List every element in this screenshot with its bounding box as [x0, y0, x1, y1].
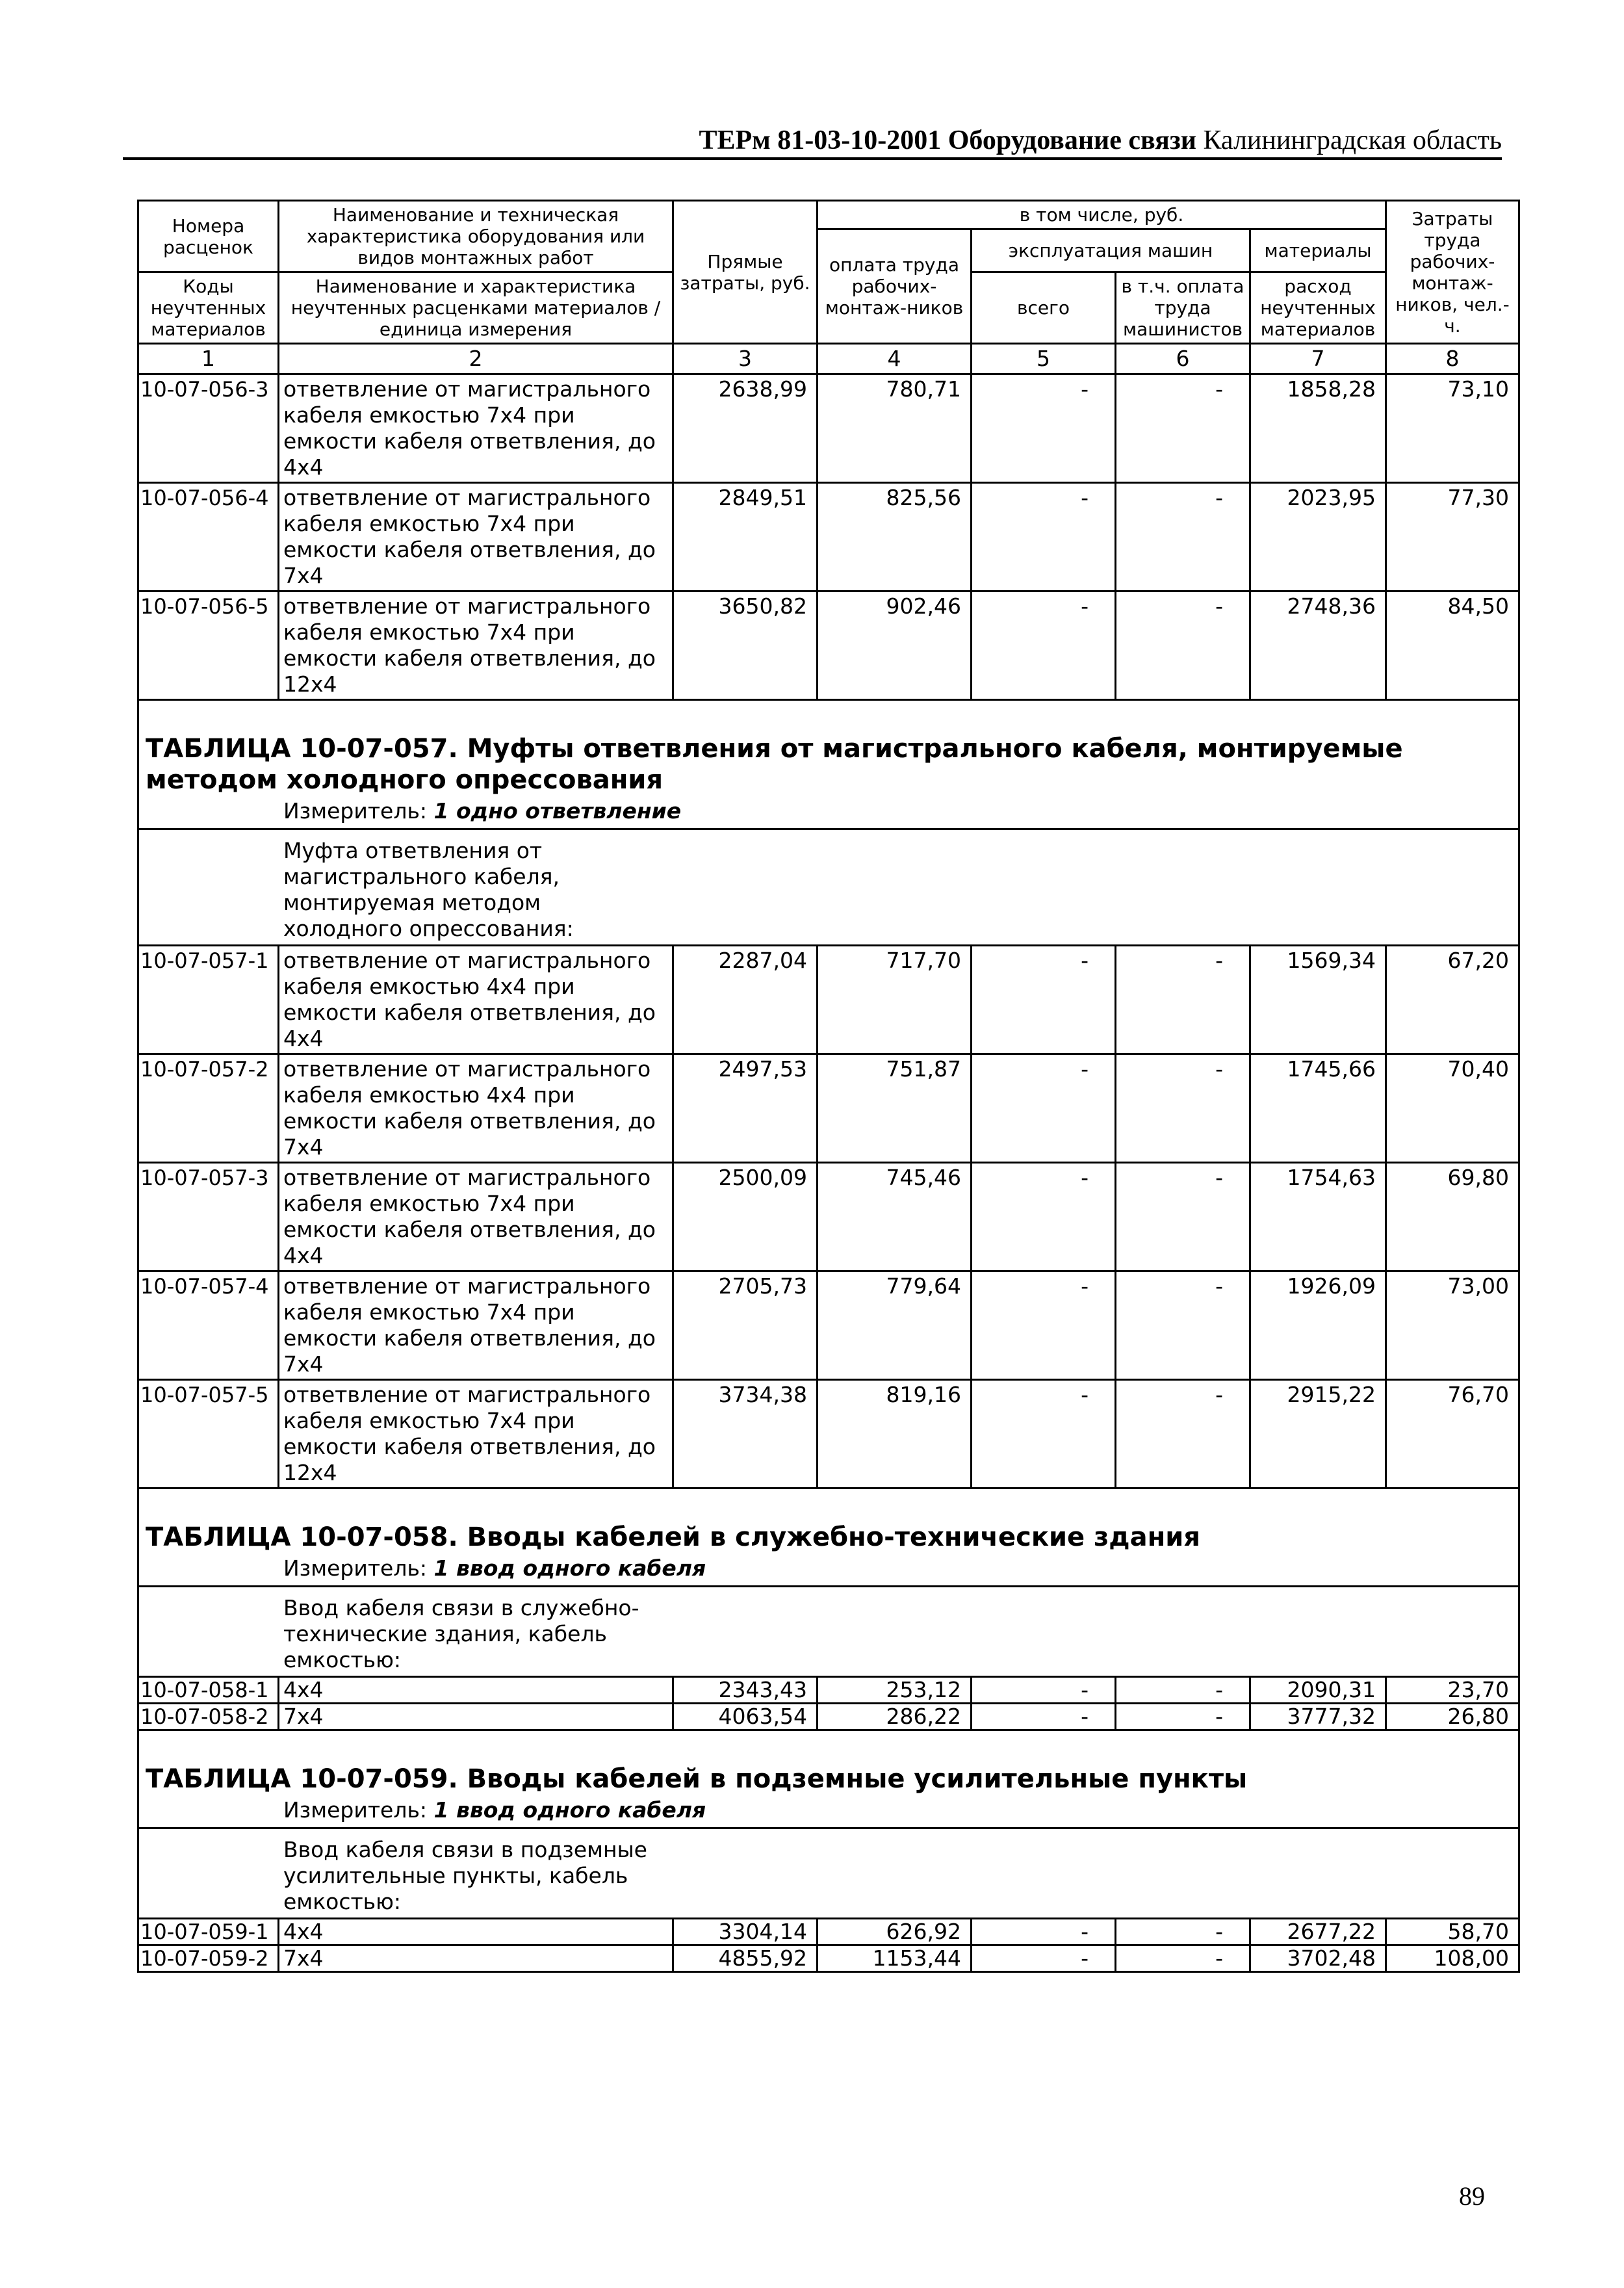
labor-pay: 1153,44 [818, 1945, 972, 1972]
machinist-pay: - [1116, 1677, 1250, 1704]
labor-pay: 819,16 [818, 1380, 972, 1488]
machinist-pay: - [1116, 374, 1250, 483]
rate-description: ответвление от магистрального кабеля емкостью 4х4 при емкости кабеля ответвления, до 7х4 [279, 1054, 673, 1163]
machines-total: - [972, 946, 1116, 1054]
measure-row [138, 798, 1519, 829]
rate-code: 10-07-059-1 [138, 1919, 279, 1945]
rate-code: 10-07-058-1 [138, 1677, 279, 1704]
machinist-pay: - [1116, 1054, 1250, 1163]
machines-total: - [972, 1163, 1116, 1271]
direct-costs: 3734,38 [673, 1380, 818, 1488]
machinist-pay: - [1116, 1380, 1250, 1488]
group-caption: Ввод кабеля связи в подземные усилительные пункты, кабель емкостью: [138, 1828, 1519, 1919]
direct-costs: 2497,53 [673, 1054, 818, 1163]
rate-description: ответвление от магистрального кабеля емкостью 4х4 при емкости кабеля ответвления, до 4х4 [279, 946, 673, 1054]
direct-costs: 2638,99 [673, 374, 818, 483]
machinist-pay: - [1116, 1704, 1250, 1730]
table-row [138, 1163, 1519, 1271]
labor-pay: 717,70 [818, 946, 972, 1054]
rates-table [137, 200, 1520, 1973]
rate-description: 7х4 [279, 1945, 673, 1972]
table-row [138, 1054, 1519, 1163]
rate-code: 10-07-057-1 [138, 946, 279, 1054]
measure-row [138, 1797, 1519, 1828]
rate-description: ответвление от магистрального кабеля емкостью 7х4 при емкости кабеля ответвления, до 4х4 [279, 1163, 673, 1271]
column-numbers-row [138, 344, 1519, 374]
header-materials: материалы [1250, 229, 1386, 272]
materials-usage: 2023,95 [1250, 483, 1386, 592]
group-caption: Ввод кабеля связи в служебно- технические здания, кабель емкостью: [138, 1587, 1519, 1677]
materials-usage: 1745,66 [1250, 1054, 1386, 1163]
table-row [138, 374, 1519, 483]
materials-usage: 1754,63 [1250, 1163, 1386, 1271]
document-title: Оборудование связи [947, 125, 1196, 155]
materials-usage: 2677,22 [1250, 1919, 1386, 1945]
group-caption-row [138, 1587, 1519, 1677]
rate-description: ответвление от магистрального кабеля емкостью 7х4 при емкости кабеля ответвления, до 7х4 [279, 1271, 673, 1380]
header-rate-numbers: Номера расценок [138, 201, 279, 272]
rate-code: 10-07-057-5 [138, 1380, 279, 1488]
header-including: в том числе, руб. [818, 201, 1386, 229]
direct-costs: 2705,73 [673, 1271, 818, 1380]
column-number: 7 [1250, 344, 1386, 374]
labor-hours: 84,50 [1386, 592, 1519, 700]
machines-total: - [972, 1945, 1116, 1972]
measure-cell [138, 1797, 1519, 1828]
column-number: 6 [1116, 344, 1250, 374]
table-title: ТАБЛИЦА 10-07-058. Вводы кабелей в служебно-технические здания [138, 1488, 1519, 1556]
table-row [138, 483, 1519, 592]
measure-value: 1 ввод одного кабеля [433, 1555, 706, 1581]
rate-code: 10-07-058-2 [138, 1704, 279, 1730]
table-title: ТАБЛИЦА 10-07-059. Вводы кабелей в подземные усилительные пункты [138, 1730, 1519, 1798]
rate-code: 10-07-056-5 [138, 592, 279, 700]
materials-usage: 2090,31 [1250, 1677, 1386, 1704]
page-number: 89 [1459, 2181, 1485, 2211]
measure-row [138, 1555, 1519, 1587]
labor-pay: 825,56 [818, 483, 972, 592]
measure-label: Измеритель: [283, 1797, 434, 1823]
machines-total: - [972, 1380, 1116, 1488]
rate-description: ответвление от магистрального кабеля емкостью 7х4 при емкости кабеля ответвления, до 12х4 [279, 592, 673, 700]
header-labor-pay: оплата труда рабочих-монтаж-ников [818, 229, 972, 344]
direct-costs: 2287,04 [673, 946, 818, 1054]
header-direct-costs: Прямые затраты, руб. [673, 201, 818, 344]
table-row [138, 1945, 1519, 1972]
labor-pay: 286,22 [818, 1704, 972, 1730]
labor-pay: 626,92 [818, 1919, 972, 1945]
labor-hours: 67,20 [1386, 946, 1519, 1054]
measure-cell [138, 1555, 1519, 1587]
labor-pay: 780,71 [818, 374, 972, 483]
column-number: 5 [972, 344, 1116, 374]
rate-description: 4х4 [279, 1919, 673, 1945]
materials-usage: 1569,34 [1250, 946, 1386, 1054]
labor-hours: 23,70 [1386, 1677, 1519, 1704]
page-header [123, 124, 1502, 160]
machines-total: - [972, 1704, 1116, 1730]
measure-value: 1 ввод одного кабеля [433, 1797, 706, 1823]
column-number: 3 [673, 344, 818, 374]
column-number: 2 [279, 344, 673, 374]
table-row [138, 1271, 1519, 1380]
table-title-row [138, 1488, 1519, 1556]
direct-costs: 3650,82 [673, 592, 818, 700]
labor-hours: 69,80 [1386, 1163, 1519, 1271]
table-row [138, 1380, 1519, 1488]
materials-usage: 3777,32 [1250, 1704, 1386, 1730]
machines-total: - [972, 1677, 1116, 1704]
column-number: 4 [818, 344, 972, 374]
labor-hours: 77,30 [1386, 483, 1519, 592]
labor-pay: 745,46 [818, 1163, 972, 1271]
direct-costs: 2849,51 [673, 483, 818, 592]
table-row [138, 1919, 1519, 1945]
region: Калининградская область [1203, 125, 1502, 155]
header-machines: эксплуатация машин [972, 229, 1250, 272]
measure-label: Измеритель: [283, 798, 434, 824]
machinist-pay: - [1116, 1919, 1250, 1945]
machinist-pay: - [1116, 1945, 1250, 1972]
table-title: ТАБЛИЦА 10-07-057. Муфты ответвления от магистрального кабеля, монтируемые методом холодного опрессования [138, 700, 1519, 799]
labor-hours: 58,70 [1386, 1919, 1519, 1945]
table-title-row [138, 700, 1519, 799]
materials-usage: 2748,36 [1250, 592, 1386, 700]
labor-hours: 26,80 [1386, 1704, 1519, 1730]
direct-costs: 4855,92 [673, 1945, 818, 1972]
header-material-usage: расход неучтенных материалов [1250, 272, 1386, 344]
document-code: ТЕРм 81-03-10-2001 [699, 125, 942, 155]
machines-total: - [972, 1271, 1116, 1380]
machines-total: - [972, 592, 1116, 700]
labor-pay: 779,64 [818, 1271, 972, 1380]
direct-costs: 2500,09 [673, 1163, 818, 1271]
rate-description: 4х4 [279, 1677, 673, 1704]
materials-usage: 3702,48 [1250, 1945, 1386, 1972]
measure-label: Измеритель: [283, 1555, 434, 1581]
machines-total: - [972, 1919, 1116, 1945]
labor-hours: 73,10 [1386, 374, 1519, 483]
group-caption-row [138, 1828, 1519, 1919]
labor-pay: 902,46 [818, 592, 972, 700]
table-row [138, 592, 1519, 700]
measure-value: 1 одно ответвление [433, 798, 682, 824]
labor-pay: 751,87 [818, 1054, 972, 1163]
column-number: 8 [1386, 344, 1519, 374]
table-title-row [138, 1730, 1519, 1798]
rate-description: 7х4 [279, 1704, 673, 1730]
table-row [138, 1704, 1519, 1730]
direct-costs: 4063,54 [673, 1704, 818, 1730]
header-work-name: Наименование и техническая характеристика оборудования или видов монтажных работ [279, 201, 673, 272]
measure-cell [138, 798, 1519, 829]
group-caption: Муфта ответвления от магистрального кабеля, монтируемая методом холодного опрессования: [138, 829, 1519, 946]
materials-usage: 1926,09 [1250, 1271, 1386, 1380]
labor-hours: 73,00 [1386, 1271, 1519, 1380]
rate-code: 10-07-057-2 [138, 1054, 279, 1163]
header-machinist-pay: в т.ч. оплата труда машинистов [1116, 272, 1250, 344]
header-labor-hours: Затраты труда рабочих-монтаж-ников, чел.-ч. [1386, 201, 1519, 344]
header-material-name: Наименование и характеристика неучтенных расценками материалов / единица измерения [279, 272, 673, 344]
machinist-pay: - [1116, 946, 1250, 1054]
labor-hours: 76,70 [1386, 1380, 1519, 1488]
table-header [138, 201, 1519, 374]
rate-description: ответвление от магистрального кабеля емкостью 7х4 при емкости кабеля ответвления, до 7х4 [279, 483, 673, 592]
machines-total: - [972, 374, 1116, 483]
machinist-pay: - [1116, 483, 1250, 592]
machines-total: - [972, 483, 1116, 592]
rate-code: 10-07-057-3 [138, 1163, 279, 1271]
materials-usage: 1858,28 [1250, 374, 1386, 483]
labor-pay: 253,12 [818, 1677, 972, 1704]
rate-description: ответвление от магистрального кабеля емкостью 7х4 при емкости кабеля ответвления, до 4х4 [279, 374, 673, 483]
direct-costs: 2343,43 [673, 1677, 818, 1704]
labor-hours: 70,40 [1386, 1054, 1519, 1163]
rate-code: 10-07-056-3 [138, 374, 279, 483]
direct-costs: 3304,14 [673, 1919, 818, 1945]
rate-code: 10-07-059-2 [138, 1945, 279, 1972]
rate-description: ответвление от магистрального кабеля емкостью 7х4 при емкости кабеля ответвления, до 12х4 [279, 1380, 673, 1488]
header-machines-total: всего [972, 272, 1116, 344]
machinist-pay: - [1116, 1163, 1250, 1271]
header-material-codes: Коды неучтенных материалов [138, 272, 279, 344]
labor-hours: 108,00 [1386, 1945, 1519, 1972]
table-row [138, 946, 1519, 1054]
rate-code: 10-07-056-4 [138, 483, 279, 592]
machinist-pay: - [1116, 1271, 1250, 1380]
machines-total: - [972, 1054, 1116, 1163]
materials-usage: 2915,22 [1250, 1380, 1386, 1488]
column-number: 1 [138, 344, 279, 374]
table-row [138, 1677, 1519, 1704]
machinist-pay: - [1116, 592, 1250, 700]
table-body [138, 374, 1519, 1972]
group-caption-row [138, 829, 1519, 946]
rate-code: 10-07-057-4 [138, 1271, 279, 1380]
